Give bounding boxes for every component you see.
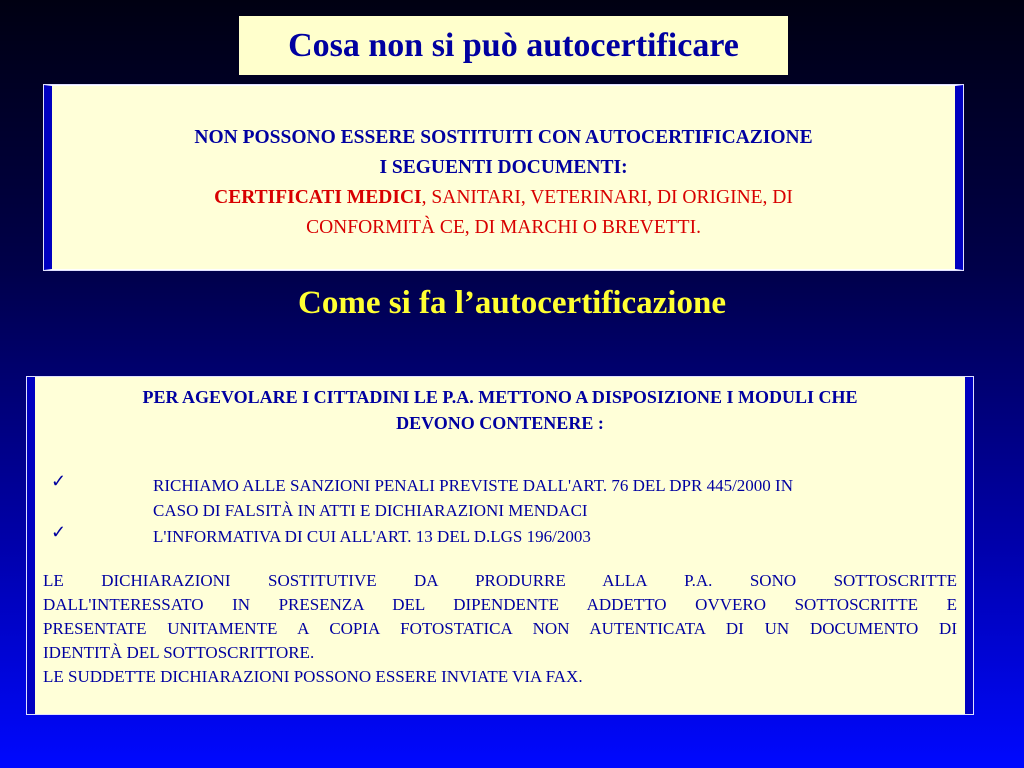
restrictions-line-3 bbox=[52, 183, 955, 213]
paragraph-line-4: IDENTITÀ DEL SOTTOSCRITTORE. bbox=[43, 643, 315, 662]
declarations-paragraph bbox=[43, 569, 957, 689]
procedure-intro-line-1: PER AGEVOLARE I CITTADINI LE P.A. METTONO A DISPOSIZIONE I MODULI CHE bbox=[142, 387, 858, 407]
restrictions-line-4: CONFORMITÀ CE, DI MARCHI O BREVETTI. bbox=[306, 217, 701, 238]
slide-title-text: Cosa non si può autocertificare bbox=[288, 26, 739, 64]
checkmark-icon: ✓ bbox=[51, 522, 67, 542]
section-heading: Come si fa l’autocertificazione bbox=[298, 285, 726, 321]
checkmark-icon: ✓ bbox=[51, 471, 67, 491]
fax-line: LE SUDDETTE DICHIARAZIONI POSSONO ESSERE INVIATE VIA FAX. bbox=[43, 667, 583, 686]
paragraph-line-1: LE DICHIARAZIONI SOSTITUTIVE DA PRODURRE ALLA P.A. SONO SOTTOSCRITTE bbox=[43, 571, 957, 590]
medical-certificates-label: CERTIFICATI MEDICI bbox=[214, 187, 422, 208]
list-item-1-line-2: CASO DI FALSITÀ IN ATTI E DICHIARAZIONI MENDACI bbox=[153, 501, 588, 520]
paragraph-line-2: DALL'INTERESSATO IN PRESENZA DEL DIPENDENTE ADDETTO OVVERO SOTTOSCRITTE E bbox=[43, 595, 957, 614]
restrictions-line-2: I SEGUENTI DOCUMENTI: bbox=[379, 157, 628, 178]
restrictions-line-1: NON POSSONO ESSERE SOSTITUITI CON AUTOCERTIFICAZIONE bbox=[194, 127, 813, 148]
list-item-2-text: L'INFORMATIVA DI CUI ALL'ART. 13 DEL D.LGS 196/2003 bbox=[153, 527, 591, 546]
restrictions-box bbox=[44, 85, 963, 270]
restrictions-line-3-rest: , SANITARI, VETERINARI, DI ORIGINE, DI bbox=[421, 187, 793, 208]
list-item-1-line-1: RICHIAMO ALLE SANZIONI PENALI PREVISTE DALL'ART. 76 DEL DPR 445/2000 IN bbox=[153, 476, 793, 495]
procedure-box bbox=[27, 377, 973, 714]
procedure-intro-line-2: DEVONO CONTENERE : bbox=[396, 413, 604, 433]
restrictions-content bbox=[52, 123, 955, 243]
paragraph-line-3: PRESENTATE UNITAMENTE A COPIA FOTOSTATICA NON AUTENTICATA DI UN DOCUMENTO DI bbox=[43, 619, 957, 638]
list-item-text bbox=[153, 473, 897, 523]
slide-title bbox=[239, 16, 788, 75]
procedure-intro bbox=[43, 384, 957, 436]
